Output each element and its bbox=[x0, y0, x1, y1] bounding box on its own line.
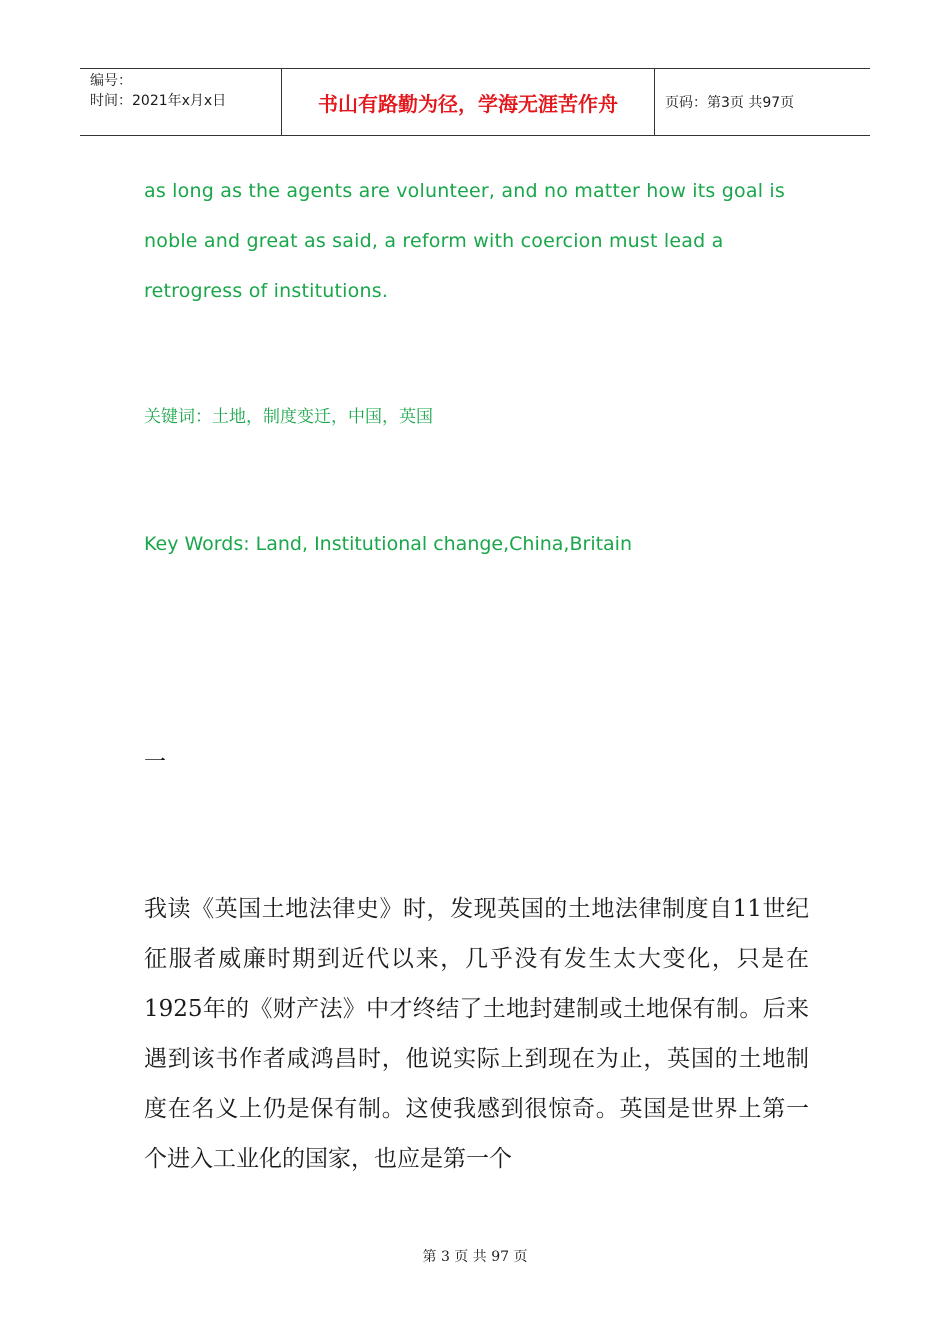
header-motto: 书山有路勤为径，学海无涯苦作舟 bbox=[282, 69, 655, 135]
keywords-chinese: 关键词：土地，制度变迁，中国，英国 bbox=[144, 407, 433, 427]
abstract-text: as long as the agents are volunteer, and no matter how its goal is noble and great as said, a reform with coercion must lead a retrogress of institutions. bbox=[144, 180, 785, 302]
page-footer: 第 3 页 共 97 页 bbox=[422, 1249, 528, 1265]
page-header bbox=[80, 68, 870, 136]
header-meta bbox=[80, 69, 282, 135]
section-number: 一 bbox=[144, 750, 167, 775]
number-label: 编号： bbox=[90, 73, 132, 89]
header-page-info: 页码：第3页 共97页 bbox=[665, 95, 795, 111]
date-label: 时间：2021年x月x日 bbox=[90, 93, 227, 109]
body-paragraph: 我读《英国土地法律史》时，发现英国的土地法律制度自11世纪征服者威廉时期到近代以来，几乎没有发生太大变化，只是在1925年的《财产法》中才终结了土地封建制或土地保有制。后来遇到该书作者咸鸿昌时，他说实际上到现在为止，英国的土地制度在名义上仍是保有制。这使我感到很惊奇。英国是世界上第一个进入工业化的国家，也应是第一个 bbox=[144, 896, 809, 1172]
keywords-english: Key Words: Land, Institutional change,China,Britain bbox=[144, 533, 633, 555]
